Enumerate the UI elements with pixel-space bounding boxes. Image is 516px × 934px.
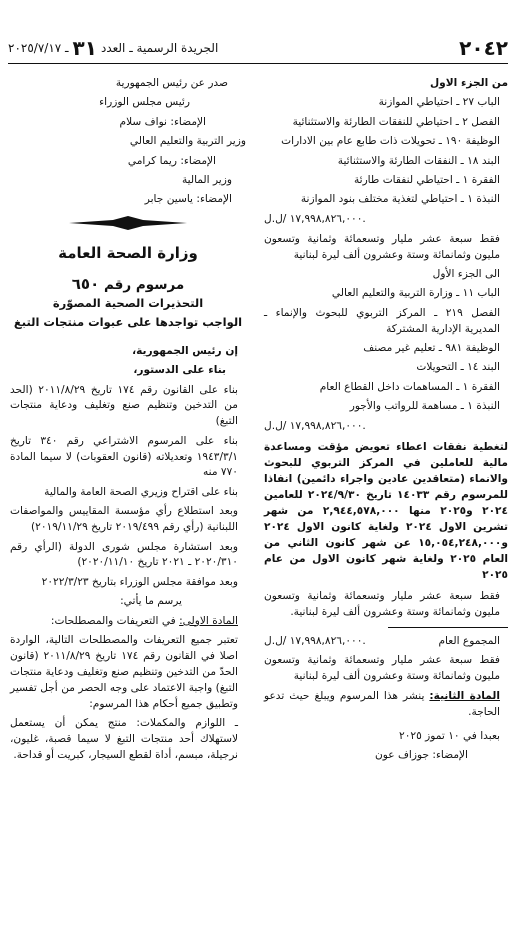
from-line: الفصل ٢ ـ احتياطي للنفقات الطارئة والاستثنائية — [292, 115, 500, 128]
preamble-paragraph: بناء على اقتراح وزيري الصحة العامة والمالية — [44, 485, 238, 498]
page-header — [8, 34, 508, 64]
from-line: النبذة ١ ـ احتياطي لتغذية مختلف بنود الموازنة — [300, 193, 500, 206]
signature: الإمضاء: ياسين جابر — [144, 193, 232, 206]
signature: الإمضاء: نواف سلام — [119, 115, 206, 128]
amount-words: فقط سبعة عشر مليار وتسعمائة وثمانية وتسعون مليون وثمانمائة وستة وعشرون ألف ليرة لبنانية. — [264, 590, 500, 619]
issue-date: ـ ٢٠٢٥/٧/١٧ — [8, 40, 69, 55]
issued-by: صدر عن رئيس الجمهورية — [115, 77, 228, 89]
article-one-label: المادة الاولى: — [179, 614, 238, 627]
preamble-paragraph: وبعد موافقة مجلس الوزراء بتاريخ ٢٠٢٢/٣/٢٣ — [41, 575, 238, 588]
to-line: النبذة ١ ـ مساهمة للرواتب والأجور — [349, 400, 500, 413]
from-line: الوظيفة ١٩٠ ـ تحويلات ذات طابع عام بين الادارات — [281, 135, 500, 148]
signatory-title: رئيس مجلس الوزراء — [99, 96, 190, 109]
section-from: من الجزء الاول — [429, 77, 508, 89]
gazette-issue — [8, 36, 218, 60]
gazette-title: الجريدة الرسمية ـ العدد — [100, 40, 219, 55]
decree-title: التحذيرات الصحية المصوّرة — [52, 296, 204, 311]
total-amount: ١٧,٩٩٨,٨٢٦,٠٠٠ /ل.ل. — [264, 635, 366, 648]
amount-words: فقط سبعة عشر مليار وتسعمائة وثمانية وتسعون مليون وثمانمائة وستة وعشرون ألف ليرة لبنانية — [264, 232, 500, 261]
president-line: إن رئيس الجمهورية، — [132, 344, 238, 357]
from-line: الفقرة ١ ـ احتياطي لنفقات طارئة — [353, 173, 500, 186]
amount: ١٧,٩٩٨,٨٢٦,٠٠٠ /ل.ل. — [264, 212, 366, 225]
left-column — [10, 76, 246, 767]
right-column — [264, 76, 508, 767]
article-one-text: تعتبر جميع التعريفات والمصطلحات التالية، الواردة اصلا في القانون رقم ١٧٤ تاريخ ٢٠١١/٨/٢٩ (قانون الحدّ من التدخين وتنظيم صنع وتغليف ودعاية منتجات التبغ) واجبة الاعتماد على وجه الحصر من أجل تفسير وتطبيق جميع أحكام هذا المرسوم: — [10, 633, 238, 710]
article-one-title: في التعريفات والمصطلحات: — [50, 614, 180, 627]
divider-line — [388, 627, 508, 628]
place-date: بعبدا في ١٠ تموز ٢٠٢٥ — [399, 729, 500, 742]
article-one-item: ـ اللوازم والمكملات: منتج يمكن أن يستعمل لاستهلاك أحد منتجات التبغ لا سيما قصبة، غليون، نرجيلة، مبسم، أداة لقطع السيجار، كبريت أو قداحة. — [10, 716, 238, 761]
decree-number: ٦٥٠ — [71, 274, 100, 293]
signatory-title: وزير التربية والتعليم العالي — [129, 135, 246, 148]
signature: الإمضاء: جوزاف عون — [375, 749, 468, 762]
ornament-divider — [69, 216, 187, 230]
article-two-text: ينشر هذا المرسوم ويبلغ حيث تدعو الحاجة. — [264, 689, 500, 718]
ministry-title: وزارة الصحة العامة — [58, 244, 198, 263]
to-line: الفقرة ١ ـ المساهمات داخل القطاع العام — [319, 380, 500, 393]
section-to: الى الجزء الأول — [432, 267, 500, 280]
amount: ١٧,٩٩٨,٨٢٦,٠٠٠ /ل.ل. — [264, 419, 366, 432]
preamble-paragraph: بناء على المرسوم الاشتراعي رقم ٣٤٠ تاريخ ١٩٤٣/٣/١ وتعديلاته (قانون العقوبات) لا سيما المادة ٧٧٠ منه — [10, 434, 238, 479]
preamble-paragraph: وبعد استطلاع رأي مؤسسة المقاييس والمواصفات اللبنانية (رأي رقم ٢٠١٩/٤٩٩ تاريخ ٢٠١٩/١١/٢٩) — [10, 505, 238, 534]
grand-total — [264, 634, 508, 650]
to-line: البند ١٤ ـ التحويلات — [416, 361, 500, 374]
preamble-paragraph: وبعد استشارة مجلس شورى الدولة (الرأي رقم ٢٠٢٠/٣١٠ ـ ٢٠٢١ تاريخ ٢٠٢٠/١١/١٠) — [10, 540, 238, 569]
article-two-label: المادة الثانية: — [429, 689, 500, 702]
from-line: البند ١٨ ـ النفقات الطارئة والاستثنائية — [337, 154, 500, 167]
ornament-icon — [69, 216, 187, 230]
decree-subtitle: الواجب تواجدها على عبوات منتجات التبغ — [13, 315, 243, 330]
amount-words: فقط سبعة عشر مليار وتسعمائة وثمانية وتسعون مليون وثمانمائة وستة وعشرون ألف ليرة لبنانية — [264, 654, 500, 682]
decree-label: مرسوم رقم — [103, 276, 185, 293]
purpose-text: لتغطية نفقات اعطاء تعويض مؤقت ومساعدة مالية للعاملين في المركز التربوي للبحوث والانماء (متعاقدين عادين واجراء دائمين) انفاذا للمرسوم رقم ١٤٠٣٣ تاريخ ٢٠٢٤/٩/٣٠ للعامين ٢٠٢٤ و٢٠٢٥ منها ٢,٩٤٤,٥٧٨,٠٠٠ من شهر تشرين الاول ٢٠٢٤ ولغاية كانون الاول ٢٠٢٤ و١٥,٠٥٤,٢٤٨,٠٠٠ عن شهر كانون الثاني من العام ٢٠٢٥ ولغاية شهر كانون الاول من عام ٢٠٢٥ — [264, 441, 508, 581]
page-number: ٢٠٤٢ — [459, 35, 508, 60]
issue-number: ٣١ — [72, 35, 97, 60]
from-line: الباب ٢٧ ـ احتياطي الموازنة — [378, 96, 500, 109]
article-two — [264, 689, 508, 721]
to-line: الوظيفة ٩٨١ ـ تعليم غير مصنف — [363, 341, 500, 354]
to-line: الباب ١١ ـ وزارة التربية والتعليم العالي — [331, 287, 500, 300]
decrees-line: يرسم ما يأتي: — [120, 595, 182, 608]
preamble-paragraph: بناء على القانون رقم ١٧٤ تاريخ ٢٠١١/٨/٢٩ (الحد من التدخين وتنظيم صنع وتغليف ودعاية منتجات التبغ) — [10, 383, 239, 428]
signatory-title: وزير المالية — [181, 173, 232, 186]
decree-heading — [10, 273, 246, 296]
total-label: المجموع العام — [438, 635, 500, 648]
constitution-line: بناء على الدستور، — [133, 364, 226, 377]
signature: الإمضاء: ريما كرامي — [127, 154, 216, 167]
article-one-heading — [10, 614, 246, 630]
to-line: الفصل ٢١٩ ـ المركز التربوي للبحوث والإنماء ـ المديرية الإدارية المشتركة — [264, 306, 501, 335]
